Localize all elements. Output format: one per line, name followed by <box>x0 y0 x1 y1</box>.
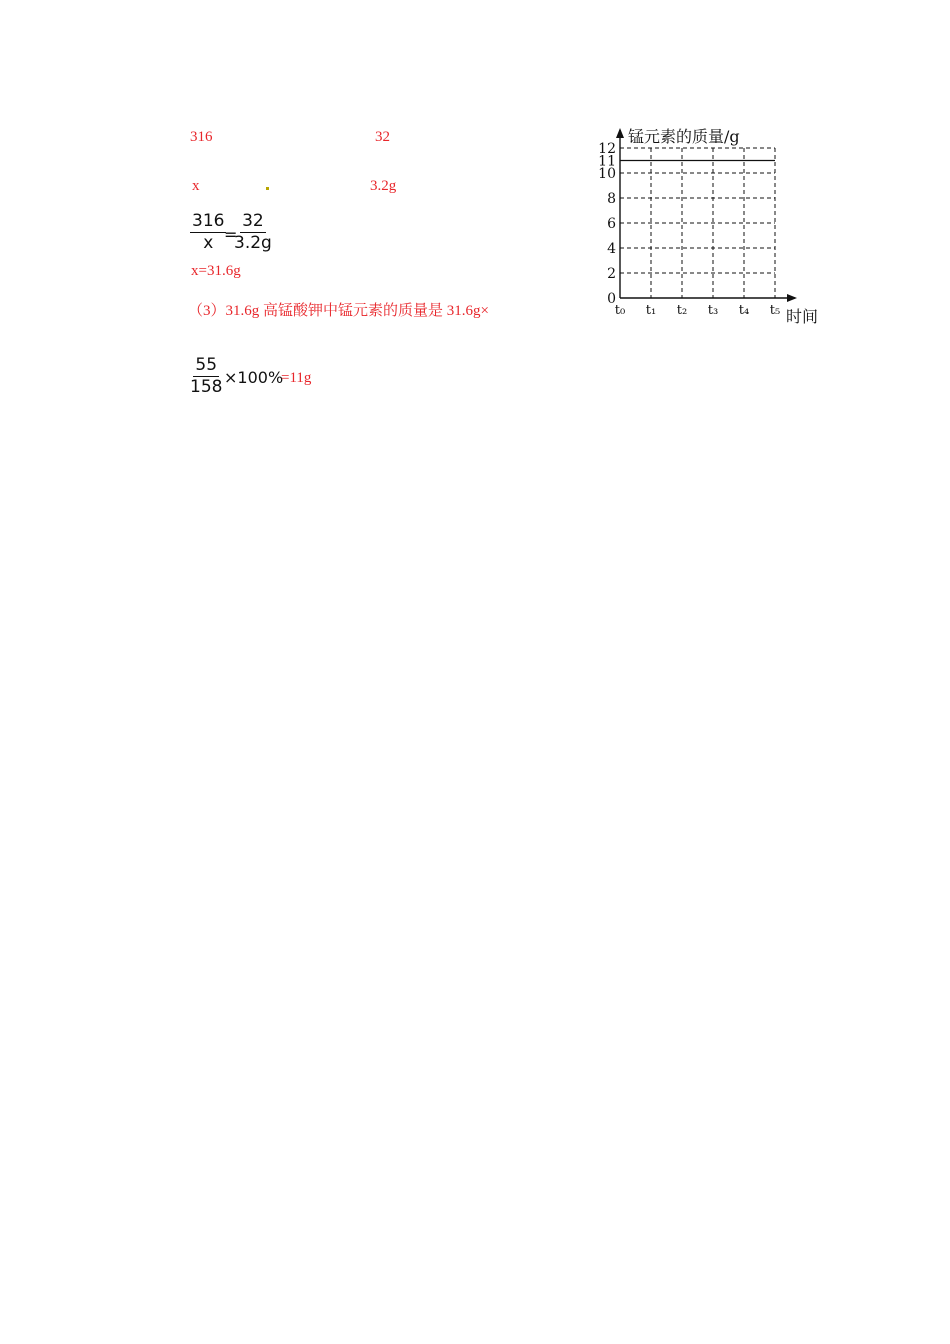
x-tick-label: t₀ <box>614 303 626 318</box>
fraction-denominator: 3.2g <box>234 233 272 253</box>
y-tick-label: 4 <box>607 241 616 257</box>
ratio-bottom-right: 3.2g <box>370 178 397 194</box>
fraction-numerator: 32 <box>242 211 264 231</box>
y-tick-label: 11 <box>598 153 616 170</box>
y-axis-arrow <box>616 128 624 138</box>
manganese-mass-chart <box>590 118 830 338</box>
part3-sentence: （3）31.6g 高锰酸钾中锰元素的质量是 31.6g× <box>188 303 489 319</box>
x-tick-label: t₄ <box>738 303 750 318</box>
result-x: x=31.6g <box>191 263 241 279</box>
fraction-numerator: 55 <box>195 355 218 375</box>
x-axis-label: 时间 <box>786 307 819 326</box>
y-tick-label: 2 <box>607 266 616 282</box>
y-tick-label: 10 <box>598 166 616 182</box>
y-tick-label: 8 <box>607 191 616 207</box>
x-tick-label: t₃ <box>707 303 719 318</box>
x-tick-label: t₂ <box>676 303 688 318</box>
ratio-top-left: 316 <box>190 129 213 145</box>
ratio-top-right: 32 <box>375 129 390 145</box>
times-100-percent: ×100% <box>224 368 284 387</box>
fraction-denominator: 158 <box>190 377 223 397</box>
x-tick-label: t₁ <box>645 303 657 318</box>
final-result: =11g <box>281 370 312 386</box>
stray-dot <box>266 187 269 190</box>
ratio-bottom-left: x <box>192 178 200 194</box>
y-tick-label: 6 <box>607 216 616 232</box>
equals-sign: = <box>224 225 238 244</box>
fraction-32-over-3-2g <box>234 213 272 252</box>
fraction-55-over-158 <box>190 357 222 396</box>
fraction-denominator: x <box>203 233 214 253</box>
y-tick-label: 0 <box>607 291 616 307</box>
y-tick-label: 12 <box>598 141 616 157</box>
x-axis-arrow <box>787 294 797 302</box>
x-tick-label: t₅ <box>769 303 781 318</box>
fraction-316-over-x <box>190 213 226 252</box>
fraction-numerator: 316 <box>192 211 225 231</box>
chart-title: 锰元素的质量/g <box>628 127 740 146</box>
